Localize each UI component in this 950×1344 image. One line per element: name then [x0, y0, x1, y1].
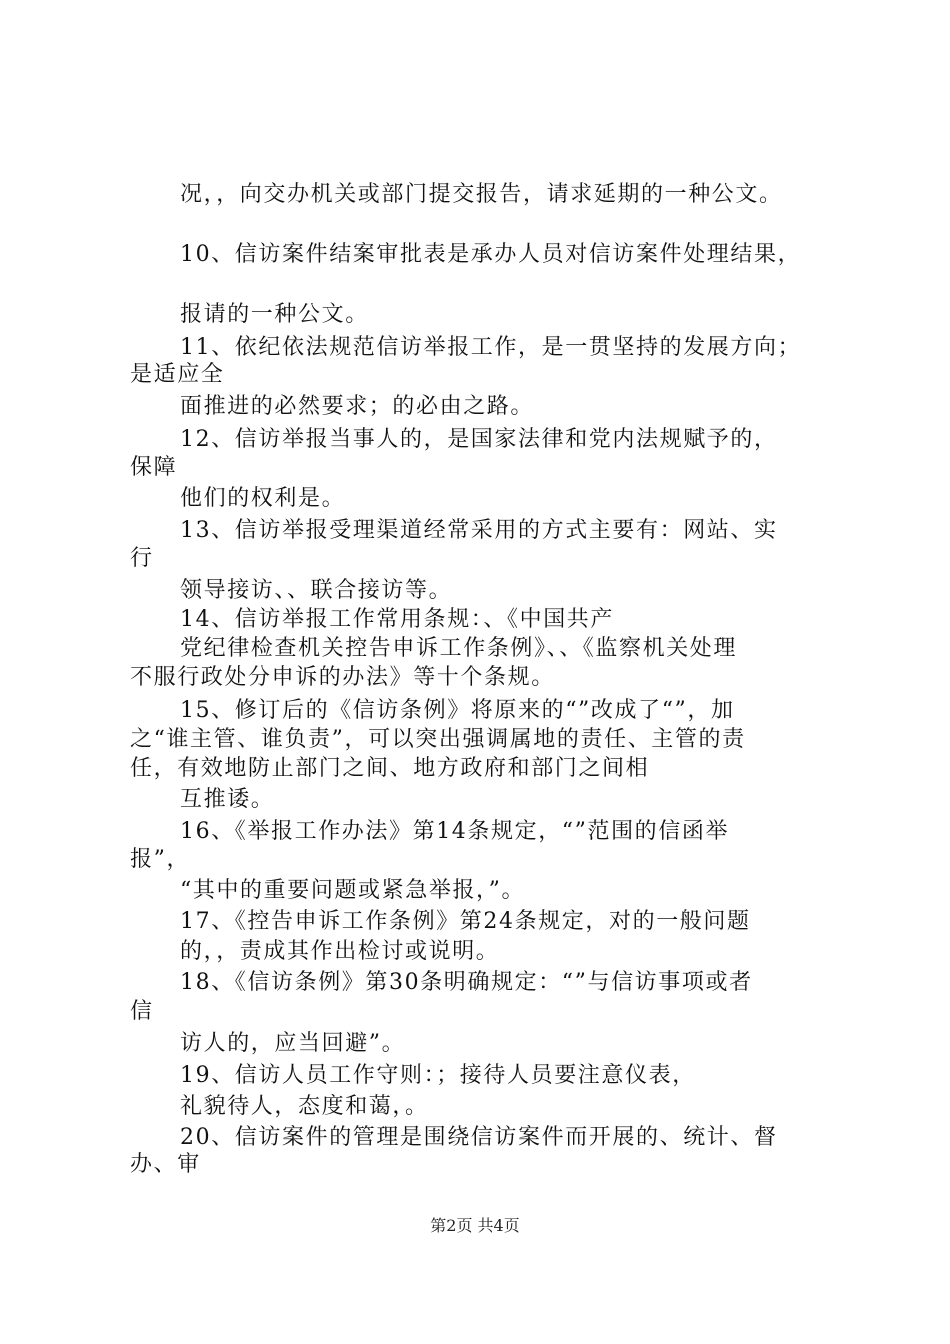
- text-line: 是适应全: [130, 362, 225, 387]
- text-line: 不服行政处分申诉的办法》等十个条规。: [130, 665, 555, 690]
- text-line: 17、《控告申诉工作条例》第24条规定，对的一般问题: [180, 909, 751, 934]
- text-line: 办、审: [130, 1152, 201, 1177]
- text-line: 19、信访人员工作守则：；接待人员要注意仪表，: [180, 1063, 696, 1088]
- text-line: 领导接访、、联合接访等。: [180, 578, 453, 603]
- text-line: 党纪律检查机关控告申诉工作条例》、、《监察机关处理: [180, 636, 738, 661]
- text-line: 面推进的必然要求；的必由之路。: [180, 394, 535, 419]
- text-line: 他们的权利是。: [180, 486, 346, 511]
- text-line: 报请的一种公文。: [180, 302, 369, 327]
- text-line: 12、信访举报当事人的，是国家法律和党内法规赋予的，: [180, 427, 778, 452]
- text-line: 况，，向交办机关或部门提交报告，请求延期的一种公文。: [180, 182, 783, 207]
- text-line: 10、信访案件结案审批表是承办人员对信访案件处理结果，: [180, 242, 802, 267]
- text-line: 保障: [130, 455, 178, 480]
- text-line: 11、依纪依法规范信访举报工作，是一贯坚持的发展方向；: [180, 335, 802, 360]
- text-line: 18、《信访条例》第30条明确规定：“”与信访事项或者: [180, 970, 753, 995]
- text-line: 行: [130, 546, 154, 571]
- text-line: 报”，: [130, 847, 191, 872]
- text-line: 访人的，应当回避”。: [180, 1031, 406, 1056]
- text-line: 的，，责成其作出检讨或说明。: [180, 939, 500, 964]
- text-line: 20、信访案件的管理是围绕信访案件而开展的、统计、督: [180, 1125, 778, 1150]
- text-line: 任，有效地防止部门之间、地方政府和部门之间相: [130, 756, 650, 781]
- text-line: 信: [130, 999, 154, 1024]
- text-line: 互推诿。: [180, 787, 275, 812]
- text-line: “其中的重要问题或紧急举报，”。: [180, 878, 526, 903]
- page-number-footer: 第2页 共4页: [430, 1216, 520, 1235]
- text-line: 13、信访举报受理渠道经常采用的方式主要有：网站、实: [180, 518, 778, 543]
- text-line: 礼貌待人，态度和蔼，。: [180, 1094, 429, 1119]
- text-line: 之“谁主管、谁负责”，可以突出强调属地的责任、主管的责: [130, 727, 746, 752]
- text-line: 14、信访举报工作常用条规：、《中国共产: [180, 607, 614, 632]
- text-line: 15、修订后的《信访条例》将原来的“”改成了“”，加: [180, 698, 735, 723]
- text-line: 16、《举报工作办法》第14条规定，“”范围的信函举: [180, 819, 730, 844]
